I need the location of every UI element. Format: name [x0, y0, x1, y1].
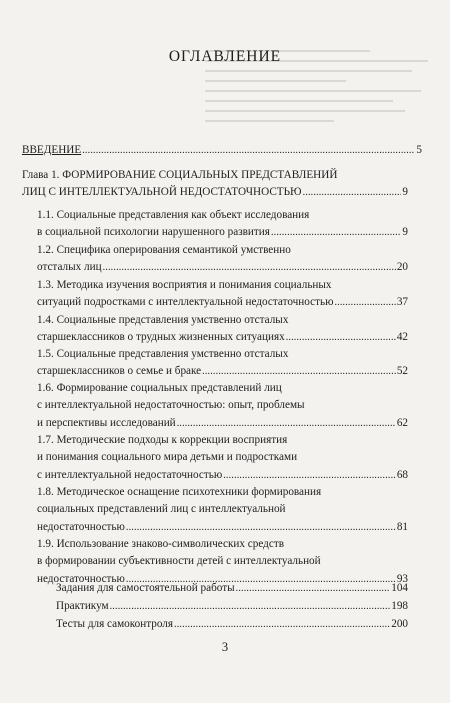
- toc-entry-text: 1.4. Социальные представления умственно отсталых: [37, 314, 289, 326]
- toc-entry-text: Тесты для самоконтроля: [56, 618, 174, 630]
- toc-entry-text: в формировании субъективности детей с интеллектуальной: [37, 555, 321, 568]
- page-number: 3: [221, 640, 229, 654]
- toc-page-number: 20: [396, 261, 408, 274]
- toc-entry[interactable]: [37, 242, 408, 277]
- toc-entry[interactable]: [56, 598, 408, 615]
- toc-entry-text: социальных представлений лиц с интеллектуальной: [37, 503, 286, 516]
- toc-entry[interactable]: [56, 616, 408, 633]
- toc-entry[interactable]: [37, 312, 408, 347]
- toc-page-number: 93: [396, 572, 408, 585]
- dot-leader: [126, 519, 396, 536]
- toc-entry-text: отсталых лиц: [37, 261, 102, 274]
- toc-entry-text: 1.6. Формирование социальных представлений лиц: [37, 382, 282, 394]
- dot-leader: [177, 415, 396, 432]
- toc-entry-text: старшеклассников о трудных жизненных ситуациях: [37, 331, 285, 344]
- toc-entry-text: и понимания социального мира детьми и подростками: [37, 451, 298, 464]
- toc-entry[interactable]: [22, 167, 408, 202]
- toc-entry-text: 1.8. Методическое оснащение психотехники формирования: [37, 486, 322, 498]
- toc-entry[interactable]: [37, 432, 408, 484]
- dot-leader: [236, 580, 391, 597]
- dot-leader: [174, 616, 390, 633]
- toc-page-number: 5: [416, 144, 422, 156]
- toc-page-number: 81: [396, 520, 408, 533]
- toc-page-number: 9: [402, 226, 408, 239]
- toc-entry-text: недостаточностью: [37, 520, 125, 533]
- toc-page-number: 62: [396, 416, 408, 429]
- toc-entry-text: 1.2. Специфика оперирования семантикой умственно: [37, 244, 291, 256]
- toc-entry-text: Глава 1. ФОРМИРОВАНИЕ СОЦИАЛЬНЫХ ПРЕДСТАВЛЕНИЙ: [22, 169, 338, 181]
- toc-entry-text: недостаточностью: [37, 572, 125, 585]
- dot-leader: [286, 329, 396, 346]
- toc-page-number: 198: [391, 600, 408, 612]
- dot-leader: [303, 184, 402, 201]
- toc-page-number: 104: [391, 582, 408, 594]
- dot-leader: [82, 142, 415, 159]
- toc-entry[interactable]: [37, 484, 408, 536]
- dot-leader: [103, 259, 396, 276]
- toc-page-number: 52: [396, 365, 408, 378]
- toc-entry-text: Задания для самостоятельной работы: [56, 582, 235, 594]
- toc-entry[interactable]: [37, 346, 408, 381]
- toc-entry[interactable]: [22, 142, 422, 159]
- dot-leader: [202, 363, 396, 380]
- toc-entry-text: и перспективы исследований: [37, 416, 176, 429]
- dot-leader: [223, 467, 396, 484]
- dot-leader: [271, 224, 401, 241]
- page-title: ОГЛАВЛЕНИЕ: [168, 48, 282, 65]
- toc-entry[interactable]: [56, 580, 408, 597]
- toc-entry-text: 1.9. Использование знаково-символических средств: [37, 538, 284, 550]
- toc-entry-text: 1.3. Методика изучения восприятия и понимания социальных: [37, 279, 332, 291]
- toc-entry-text: старшеклассников о семье и браке: [37, 365, 202, 378]
- toc-entry-text: Практикум: [56, 600, 109, 612]
- toc-page-number: 200: [391, 618, 408, 630]
- toc-entry-text: ситуаций подростками с интеллектуальной недостаточностью: [37, 296, 334, 309]
- toc-page-number: 9: [402, 186, 408, 199]
- toc-entry-text: в социальной психологии нарушенного развития: [37, 226, 270, 239]
- toc-entry-text: ВВЕДЕНИЕ: [22, 144, 82, 156]
- toc-entry-text: 1.7. Методические подходы к коррекции восприятия: [37, 434, 288, 446]
- toc-page-number: 37: [396, 296, 408, 309]
- toc-entry-text: с интеллектуальной недостаточностью: [37, 468, 223, 481]
- toc-entry-text: ЛИЦ С ИНТЕЛЛЕКТУАЛЬНОЙ НЕДОСТАТОЧНОСТЬЮ: [22, 186, 302, 199]
- toc-page-number: 42: [396, 331, 408, 344]
- toc-page-number: 68: [396, 468, 408, 481]
- toc-entry[interactable]: [37, 207, 408, 242]
- toc-entry-text: 1.5. Социальные представления умственно отсталых: [37, 348, 289, 360]
- toc-entry-text: с интеллектуальной недостаточностью: опыт, проблемы: [37, 399, 305, 412]
- toc-entry[interactable]: [37, 277, 408, 312]
- dot-leader: [334, 294, 395, 311]
- dot-leader: [110, 598, 391, 615]
- toc-entry[interactable]: [37, 380, 408, 432]
- toc-entry-text: 1.1. Социальные представления как объект исследования: [37, 209, 310, 221]
